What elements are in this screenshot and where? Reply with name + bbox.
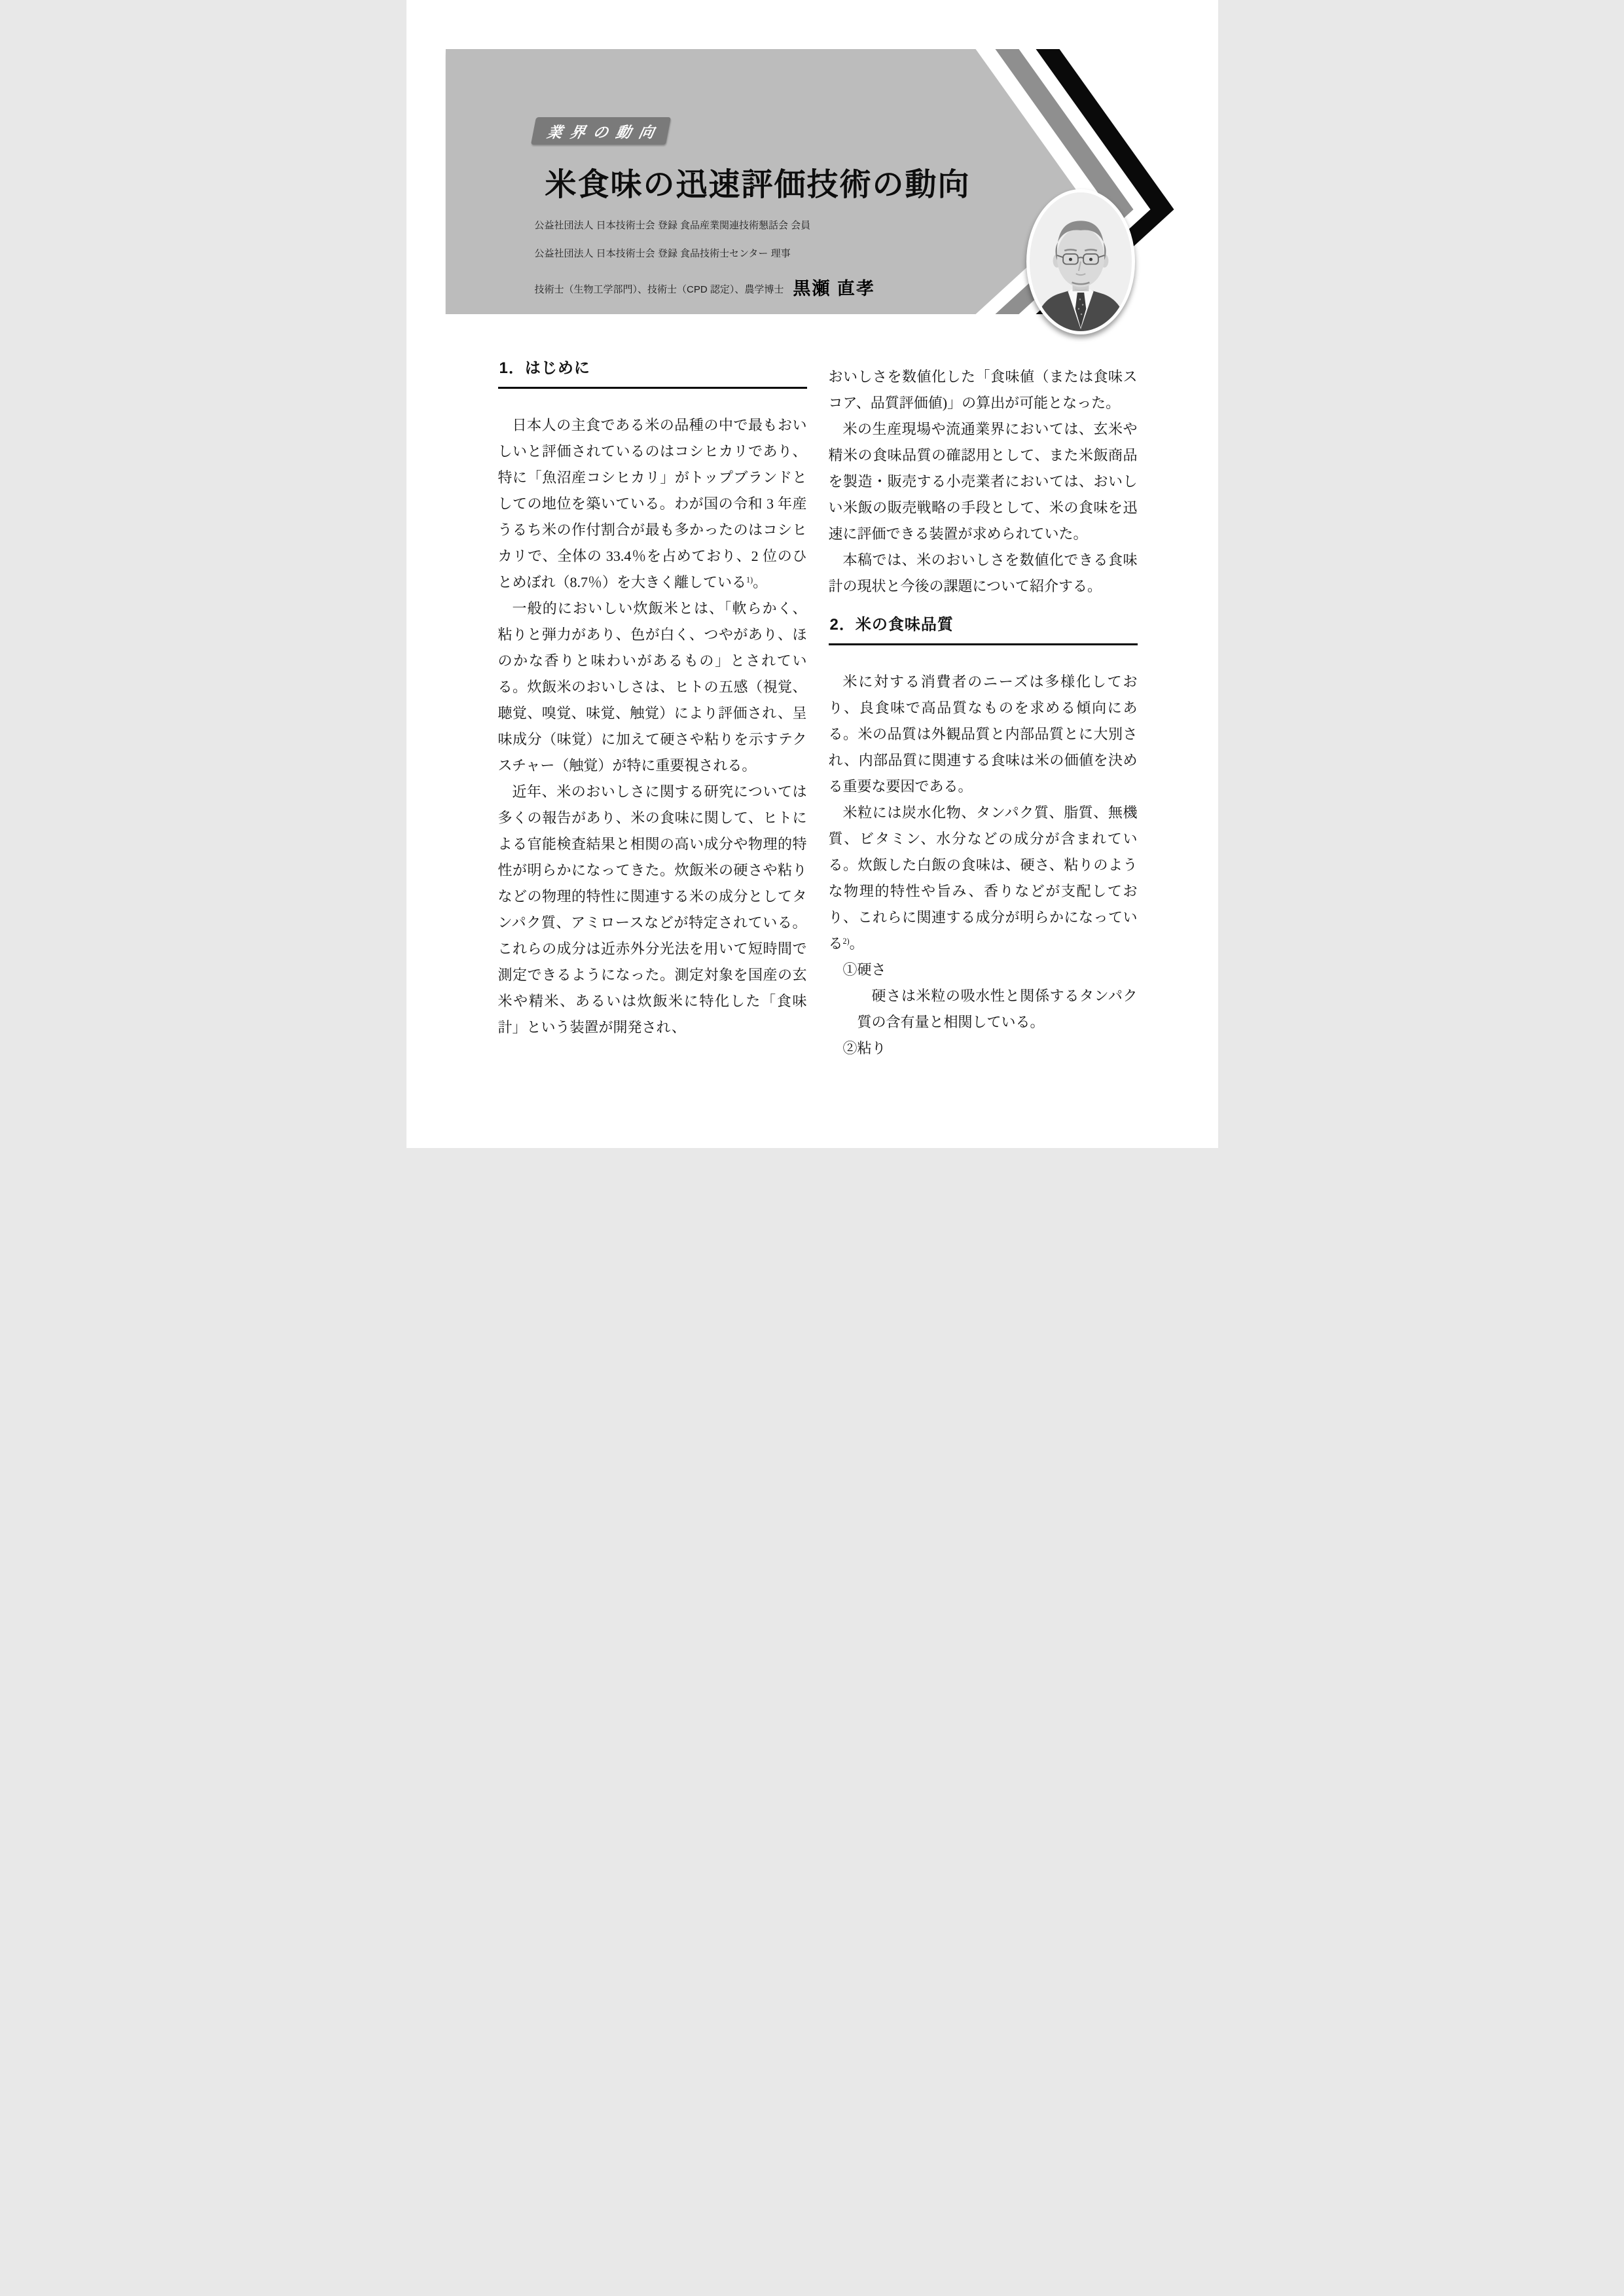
paragraph: 近年、米のおいしさに関する研究については多くの報告があり、米の食味に関して、ヒトによる官能検査結果と相関の高い成分や物理的特性が明らかになってきた。炊飯米の硬さや粘りなどの物理的特性に関連する米の成分としてタンパク質、アミロースなどが特定されている。これらの成分は近赤外分光法を用いて短時間で測定できるようになった。測定対象を国産の玄米や精米、あるいは炊飯米に特化した「食味計」という装置が開発され、 [497, 783, 807, 1035]
section-heading: 1．はじめに [498, 359, 807, 389]
list-item-label: ①硬さ [842, 961, 886, 978]
paragraph: 米に対する消費者のニーズは多様化しており、良食味で高品質なものを求める傾向にある。米の品質は外観品質と内部品質とに大別され、内部品質に関連する食味は米の価値を決める重要な要因である。 [828, 673, 1138, 795]
category-badge [530, 117, 670, 145]
affiliation-line [535, 274, 875, 300]
paragraph: 日本人の主食である米の品種の中で最もおいしいと評価されているのはコシヒカリであり、特に「魚沼産コシヒカリ」がトップブランドとしての地位を築いている。わが国の令和 3 年産うるち米の作付割合が最も多かったのはコシヒカリで、全体の 33.4％を占めており、2 位のひとめぼれ（8.7％）を大きく離している$^{1)}$。 [497, 417, 807, 590]
list-item-body: 硬さは米粒の吸水性と関係するタンパク質の含有量と相関している。 [857, 988, 1138, 1030]
article-title: 米食味の迅速評価技術の動向 [545, 168, 971, 202]
author-photo [1026, 189, 1135, 334]
affiliation-line: 公益社団法人 日本技術士会 登録 食品技術士センター 理事 [534, 248, 791, 259]
reference-superscript: 2) [842, 936, 850, 946]
author-portrait-illustration [1030, 192, 1132, 331]
affiliation-line: 公益社団法人 日本技術士会 登録 食品産業関連技術懇話会 会員 [534, 220, 811, 231]
author-affiliations [535, 218, 875, 314]
paragraph: 米粒には炭水化物、タンパク質、脂質、無機質、ビタミン、水分などの成分が含まれている。炊飯した白飯の食味は、硬さ、粘りのような物理的特性や旨み、香りなどが支配しており、これらに関連する成分が明らかになっている$^{2)}$。 [828, 804, 1138, 952]
paragraph: 米の生産現場や流通業界においては、玄米や精米の食味品質の確認用として、また米飯商品を製造・販売する小売業者においては、おいしい米飯の販売戦略の手段として、米の食味を迅速に評価できる装置が求められていた。 [828, 421, 1138, 542]
document-page [406, 0, 1218, 1148]
paragraph: 本稿では、米のおいしさを数値化できる食味計の現状と今後の課題について紹介する。 [828, 552, 1138, 594]
author-name: 黒瀬 直孝 [793, 279, 875, 298]
section-heading: 2．米の食味品質 [829, 615, 1138, 645]
reference-superscript: 1) [746, 575, 753, 584]
list-item-label: ②粘り [842, 1040, 886, 1056]
left-column [498, 359, 807, 1041]
paragraph: 一般的においしい炊飯米とは、「軟らかく、粘りと弾力があり、色が白く、つやがあり、ほのかな香りと味わいがあるもの」とされている。炊飯米のおいしさは、ヒトの五感（視覚、聴覚、嗅覚、味覚、触覚）により評価され、呈味成分（味覚）に加えて硬さや粘りを示すテクスチャー（触覚）が特に重要視される。 [497, 600, 807, 774]
paragraph: おいしさを数値化した「食味値（または食味スコア、品質評価値)」の算出が可能となった。 [828, 368, 1138, 411]
right-column [829, 364, 1138, 1062]
category-badge-label: 業界の動向 [545, 123, 664, 141]
article-header [446, 49, 1205, 344]
affiliation-titles: 技術士（生物工学部門）、技術士（CPD 認定）、農学博士 [534, 284, 784, 295]
